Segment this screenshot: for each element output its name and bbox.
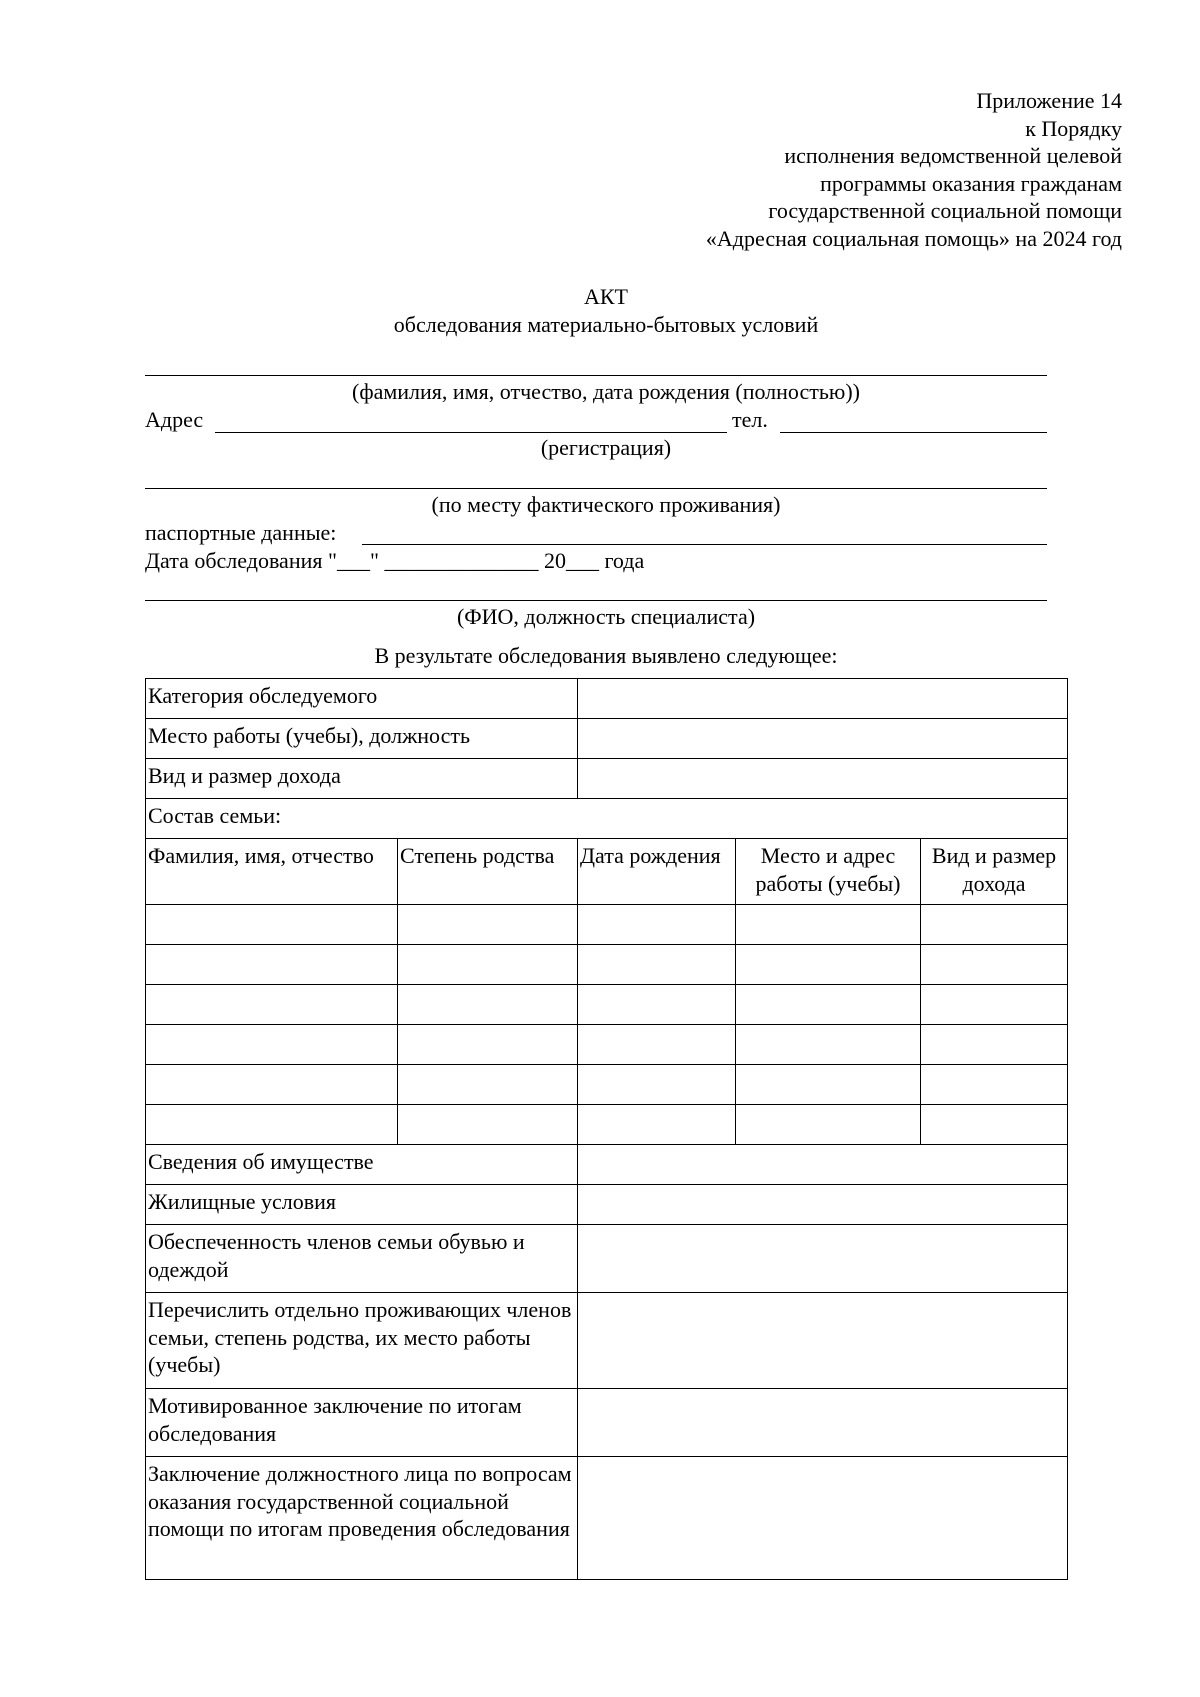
row-label: Вид и размер дохода: [146, 759, 578, 799]
table-row: [146, 679, 1068, 719]
table-row: [146, 1293, 1068, 1389]
tel-field[interactable]: [780, 432, 1047, 433]
family-cell[interactable]: [146, 1065, 398, 1105]
registration-caption: (регистрация): [540, 435, 672, 460]
row-value-cell[interactable]: [578, 1293, 1068, 1389]
family-cell[interactable]: [398, 905, 578, 945]
family-cell[interactable]: [398, 945, 578, 985]
family-cell[interactable]: [921, 985, 1068, 1025]
result-intro: В результате обследования выявлено следующее:: [374, 643, 838, 668]
table-row: [146, 719, 1068, 759]
family-header-fio: Фамилия, имя, отчество: [146, 839, 398, 905]
family-cell[interactable]: [146, 1105, 398, 1145]
row-label: Категория обследуемого: [146, 679, 578, 719]
family-header-row: [146, 839, 1068, 905]
row-value-cell[interactable]: [578, 679, 1068, 719]
family-cell[interactable]: [146, 945, 398, 985]
survey-table: [145, 678, 1068, 1580]
family-label: Состав семьи:: [146, 799, 1068, 839]
row-value-cell[interactable]: [578, 1185, 1068, 1225]
row-value-cell[interactable]: [578, 1225, 1068, 1293]
family-cell[interactable]: [146, 985, 398, 1025]
family-row: [146, 985, 1068, 1025]
row-label: Жилищные условия: [146, 1185, 578, 1225]
family-cell[interactable]: [578, 905, 736, 945]
specialist-line[interactable]: [145, 600, 1047, 601]
address-label: Адрес: [145, 407, 204, 432]
row-label: Обеспеченность членов семьи обувью и одеждой: [146, 1225, 578, 1293]
header-line-execution: исполнения ведомственной целевой: [784, 143, 1122, 168]
row-value-cell[interactable]: [578, 1457, 1068, 1580]
family-header-relation: Степень родства: [398, 839, 578, 905]
family-cell[interactable]: [578, 985, 736, 1025]
row-value-cell[interactable]: [578, 1145, 1068, 1185]
specialist-caption: (ФИО, должность специалиста): [456, 604, 756, 629]
row-label: Сведения об имуществе: [146, 1145, 578, 1185]
family-cell[interactable]: [921, 945, 1068, 985]
header-line-order: к Порядку: [1025, 115, 1122, 141]
row-value-cell[interactable]: [578, 719, 1068, 759]
document-subtitle: обследования материально-бытовых условий: [393, 312, 819, 337]
family-header-birthdate: Дата рождения: [578, 839, 736, 905]
header-line-program-name: «Адресная социальная помощь» на 2024 год: [705, 225, 1122, 251]
fio-caption: (фамилия, имя, отчество, дата рождения (полностью)): [352, 379, 860, 404]
family-cell[interactable]: [578, 1025, 736, 1065]
family-cell[interactable]: [146, 1025, 398, 1065]
family-cell[interactable]: [578, 945, 736, 985]
passport-label: паспортные данные:: [145, 520, 337, 545]
row-value-cell[interactable]: [578, 1389, 1068, 1457]
table-row: [146, 759, 1068, 799]
family-row: [146, 945, 1068, 985]
family-row: [146, 905, 1068, 945]
family-row: [146, 1065, 1068, 1105]
header-line-program: программы оказания гражданам: [820, 170, 1122, 196]
family-row: [146, 1105, 1068, 1145]
family-cell[interactable]: [921, 1105, 1068, 1145]
table-row: [146, 799, 1068, 839]
row-label: Место работы (учебы), должность: [146, 719, 578, 759]
family-header-income: Вид и размер дохода: [921, 839, 1068, 905]
family-cell[interactable]: [398, 1025, 578, 1065]
family-cell[interactable]: [398, 985, 578, 1025]
row-label: Мотивированное заключение по итогам обследования: [146, 1389, 578, 1457]
survey-date-label: Дата обследования "___" ______________ 20___ года: [145, 548, 645, 573]
family-cell[interactable]: [736, 905, 921, 945]
row-label: Заключение должностного лица по вопросам оказания государственной социальной помощи по итогам проведения обследования: [146, 1457, 578, 1580]
table-row: [146, 1225, 1068, 1293]
family-header-workplace: Место и адрес работы (учебы): [736, 839, 921, 905]
family-cell[interactable]: [578, 1065, 736, 1105]
family-cell[interactable]: [921, 1025, 1068, 1065]
table-row: [146, 1185, 1068, 1225]
passport-field[interactable]: [362, 544, 1047, 545]
family-cell[interactable]: [736, 945, 921, 985]
row-label: Перечислить отдельно проживающих членов семьи, степень родства, их место работы (учебы): [146, 1293, 578, 1389]
residence-line[interactable]: [145, 488, 1047, 489]
row-value-cell[interactable]: [578, 759, 1068, 799]
tel-label: тел.: [732, 407, 768, 432]
residence-caption: (по месту фактического проживания): [431, 492, 781, 517]
document-header: [706, 87, 1122, 252]
family-cell[interactable]: [736, 985, 921, 1025]
table-row: [146, 1457, 1068, 1580]
fio-line[interactable]: [145, 375, 1047, 376]
family-cell[interactable]: [398, 1065, 578, 1105]
family-cell[interactable]: [921, 905, 1068, 945]
family-cell[interactable]: [578, 1105, 736, 1145]
family-cell[interactable]: [398, 1105, 578, 1145]
family-cell[interactable]: [736, 1065, 921, 1105]
family-cell[interactable]: [736, 1105, 921, 1145]
header-line-appendix: Приложение 14: [976, 88, 1122, 113]
family-cell[interactable]: [736, 1025, 921, 1065]
document-title: АКТ: [584, 284, 628, 309]
family-cell[interactable]: [146, 905, 398, 945]
table-row: [146, 1145, 1068, 1185]
family-cell[interactable]: [921, 1065, 1068, 1105]
table-row: [146, 1389, 1068, 1457]
family-row: [146, 1025, 1068, 1065]
address-field[interactable]: [215, 432, 727, 433]
header-line-state-aid: государственной социальной помощи: [768, 198, 1122, 223]
